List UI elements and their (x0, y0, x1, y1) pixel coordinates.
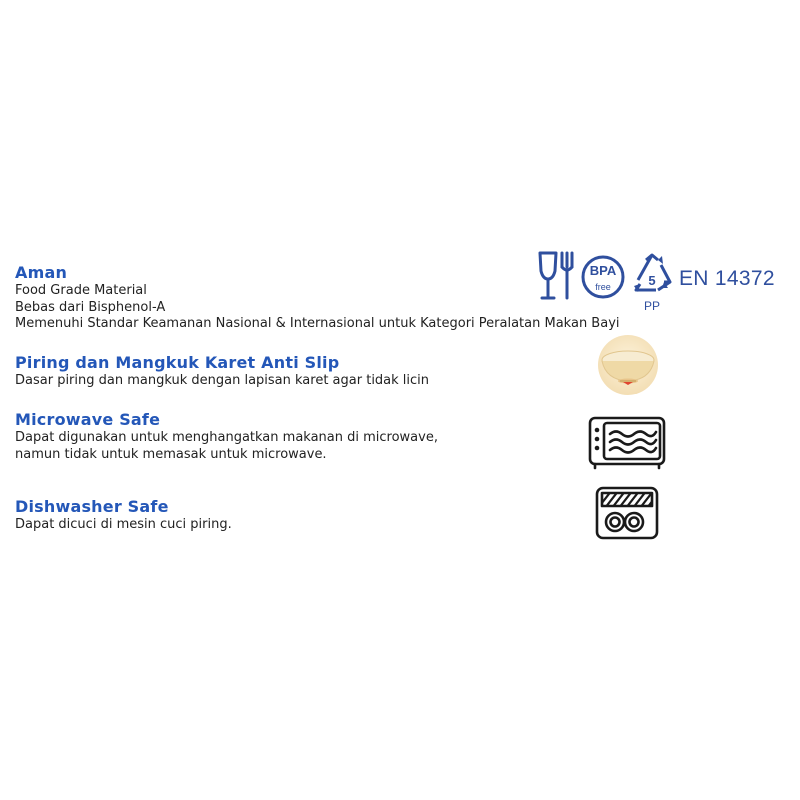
section-title: Dishwasher Safe (15, 497, 169, 516)
recycle-number: 5 (648, 273, 656, 288)
section-line: Dapat dicuci di mesin cuci piring. (15, 517, 232, 532)
section-line: Bebas dari Bisphenol-A (15, 299, 166, 315)
bpa-label: BPA (589, 263, 617, 278)
bowl-icon (590, 334, 666, 396)
section-line: Dasar piring dan mangkuk dengan lapisan karet agar tidak licin (15, 373, 430, 388)
microwave-icon (586, 416, 668, 470)
recycle-code: PP (643, 299, 660, 313)
section-title: Piring dan Mangkuk Karet Anti Slip (15, 353, 340, 372)
section-line: Dapat digunakan untuk menghangatkan makanan di microwave, (15, 430, 438, 445)
section-title: Microwave Safe (15, 410, 161, 429)
section-title: Aman (15, 263, 68, 282)
section-microwave (15, 410, 438, 463)
section-dishwasher (15, 497, 232, 534)
section-anti-slip (15, 353, 429, 390)
section-line: Memenuhi Standar Keamanan Nasional & Internasional untuk Kategori Peralatan Makan Bayi (15, 316, 620, 331)
standard-label: EN 14372 (679, 267, 775, 290)
section-aman (15, 263, 620, 333)
section-line: namun tidak untuk memasak untuk microwave. (15, 446, 327, 462)
fork-glass-icon (536, 249, 578, 303)
section-line: Food Grade Material (15, 283, 147, 298)
dishwasher-icon (594, 486, 660, 542)
bpa-sub-label: free (595, 282, 611, 292)
